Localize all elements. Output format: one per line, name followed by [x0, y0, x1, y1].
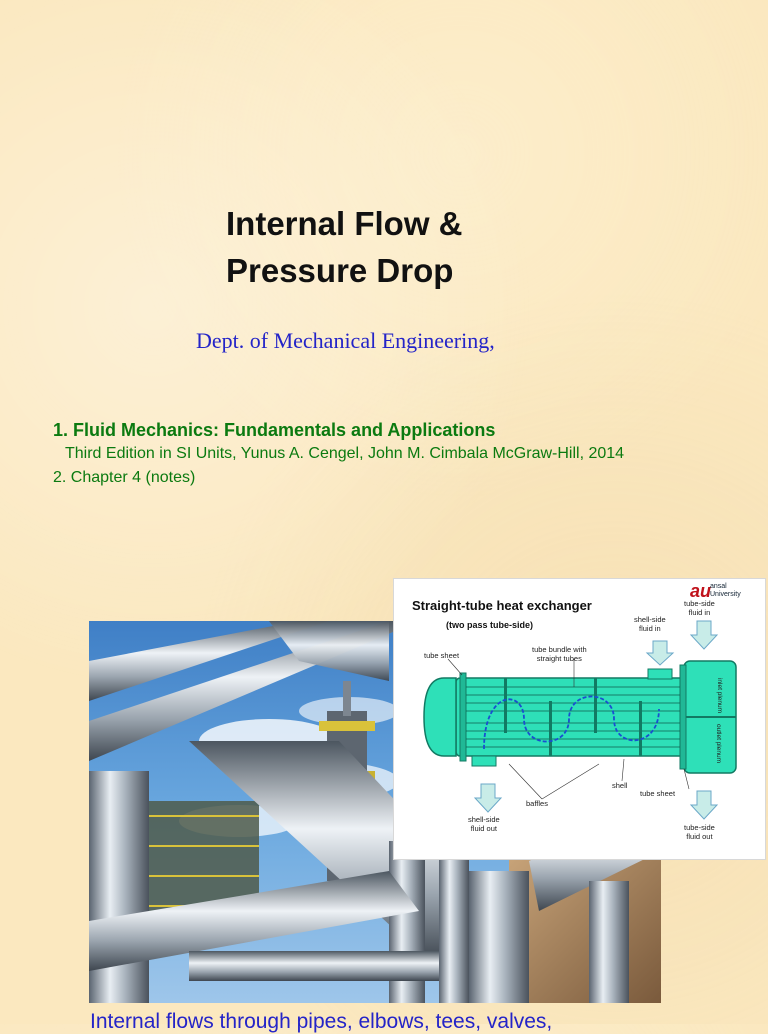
- department-text: Dept. of Mechanical Engineering,: [196, 328, 495, 353]
- slide-title: [226, 200, 463, 294]
- label-tube-side-in: tube-side fluid in: [684, 599, 715, 617]
- diagram-subtitle: (two pass tube-side): [446, 620, 534, 630]
- photo-caption: Internal flows through pipes, elbows, tees, valves,: [90, 1010, 553, 1033]
- title-line-1: Internal Flow &: [226, 205, 463, 242]
- logo-name: ansal University: [710, 583, 741, 598]
- references: [53, 418, 624, 490]
- label-shell-side-out: shell-side fluid out: [468, 815, 500, 833]
- label-inlet-plenum: inlet plenum: [716, 677, 724, 714]
- label-tube-side-out: tube-side fluid out: [684, 823, 715, 841]
- label-tube-sheet-top: tube sheet: [424, 651, 460, 660]
- heat-exchanger-diagram: [393, 578, 766, 860]
- label-tube-sheet-bottom: tube sheet: [640, 789, 676, 798]
- reference-1: 1. Fluid Mechanics: Fundamentals and Applications: [53, 420, 496, 440]
- label-shell-side-in: shell-side fluid in: [634, 615, 666, 633]
- label-shell: shell: [612, 781, 628, 790]
- reference-1-detail: Third Edition in SI Units, Yunus A. Cengel, John M. Cimbala McGraw-Hill, 2014: [65, 445, 625, 462]
- diagram-title: Straight-tube heat exchanger: [412, 598, 592, 613]
- reference-2: 2. Chapter 4 (notes): [53, 469, 196, 486]
- title-line-2: Pressure Drop: [226, 252, 454, 289]
- label-tube-bundle: tube bundle with straight tubes: [532, 645, 587, 663]
- label-outlet-plenum: outlet plenum: [715, 723, 723, 764]
- label-baffles: baffles: [526, 799, 548, 808]
- logo-letters: au: [690, 581, 712, 601]
